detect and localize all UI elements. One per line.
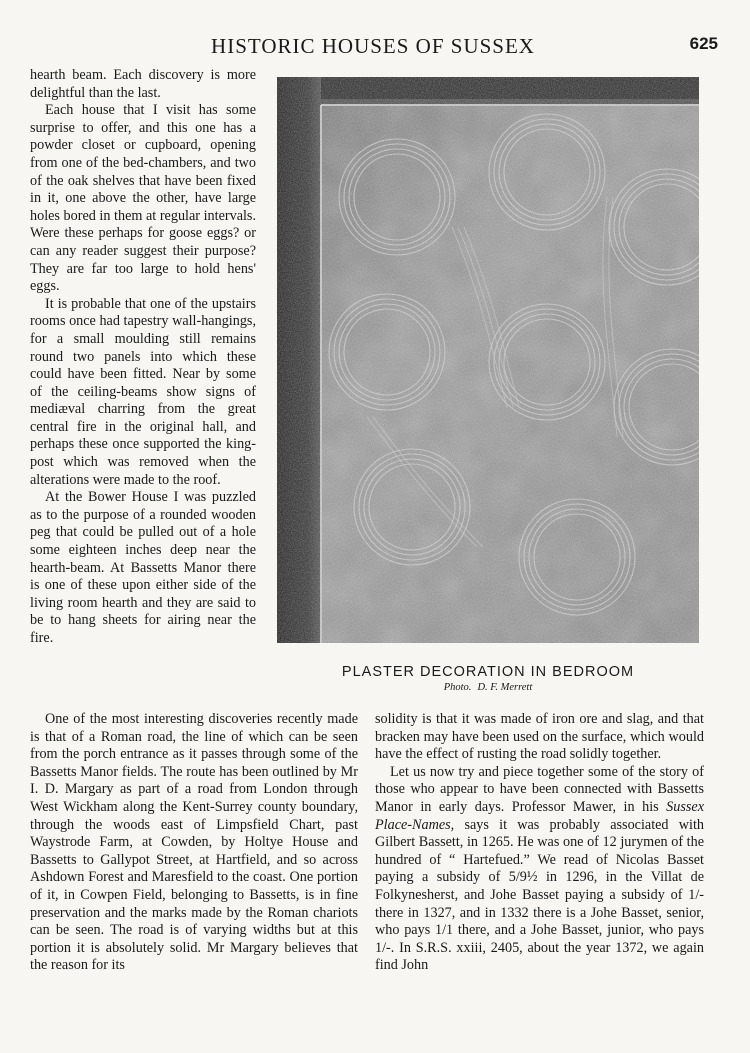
bottom-left-column: [30, 711, 358, 975]
paragraph: hearth beam. Each discovery is more delightful than the last.: [30, 67, 256, 101]
book-title: Sussex Place-Names,: [375, 798, 704, 833]
photo-caption: [277, 664, 699, 693]
running-head: HISTORIC HOUSES OF SUSSEX: [211, 34, 535, 58]
photo-credit: [277, 682, 699, 693]
page-header: [28, 30, 718, 60]
paragraph: Each house that I visit has some surprise to offer, and this one has a powder closet or cupboard, opening from one of the bed-chambers, and two of the oak shelves that have been fixed in it, one above the other, have large holes bored in them at regular intervals. Were these perhaps for goose eggs? or can any reader suggest their purpose? They are far too large to hold hens' eggs.: [30, 102, 256, 295]
caption-title: PLASTER DECORATION IN BEDROOM: [341, 664, 635, 680]
text-run: Let us now try and piece together some of the story of those who appear to have been connected with Bassetts Manor in early days. Professor Mawer, in his: [375, 763, 704, 815]
page-number: 625: [689, 34, 718, 53]
plaster-decoration-photo: [277, 77, 699, 643]
credit-name: D. F. Merrett: [477, 682, 533, 693]
credit-label: Photo.: [443, 682, 472, 693]
bottom-right-column: [375, 711, 704, 975]
left-column: [30, 67, 256, 648]
paragraph: One of the most interesting discoveries recently made is that of a Roman road, the line of which can be seen from the porch entrance as it passes through some of the Bassetts Manor fields. The route has been outlined by Mr I. D. Margary as part of a road from London through West Wickham along the Kent-Surrey county boundary, through the woods east of Limpsfield Chart, past Waystrode Farm, at Cowden, by Holtye House and Bassetts to Gallypot Street, at Hartfield, and so across Ashdown Forest and Maresfield to the coast. One portion of it, in Cowpen Field, belonging to Bassetts, is in fine preservation and the marks made by the Roman chariots can be seen. The road is of varying widths but at this portion it is absolutely solid. Mr Margary believes that the reason for its: [30, 711, 358, 974]
paragraph: At the Bower House I was puzzled as to the purpose of a rounded wooden peg that could be pulled out of a hole some eighteen inches deep near the hearth-beam. At Bassetts Manor there is one of these upon either side of the living room hearth and they are said to be to hang sheets for airing near the fire.: [30, 489, 256, 646]
text-run: says it was probably associated with Gilbert Bassett, in 1265. He was one of 12 jurymen of the hundred of “ Hartefued.” We read of Nicolas Basset paying a subsidy of 5/9½ in 1296, in the Villat de Folkynesherst, and Johe Basset paying a subsidy of 1/- there in 1327, and in 1332 there is a Johe Basset, senior, who pays 1/1 there, and a Johe Basset, junior, who pays 1/-. In S.R.S. xxiii, 2405, about the year 1372, we again find John: [375, 816, 704, 974]
paragraph: [375, 764, 704, 975]
paragraph: It is probable that one of the upstairs rooms once had tapestry wall-hangings, for a small moulding still remains round two panels into which these could have been fitted. Near by some of the ceiling-beams show signs of mediæval charring from the great central fire in the original hall, and perhaps these once supported the king-post which was removed when the alterations were made to the roof.: [30, 295, 256, 488]
paragraph: solidity is that it was made of iron ore and slag, and that bracken may have been used on the surface, which would have the effect of rusting the road solidly together.: [375, 711, 704, 763]
